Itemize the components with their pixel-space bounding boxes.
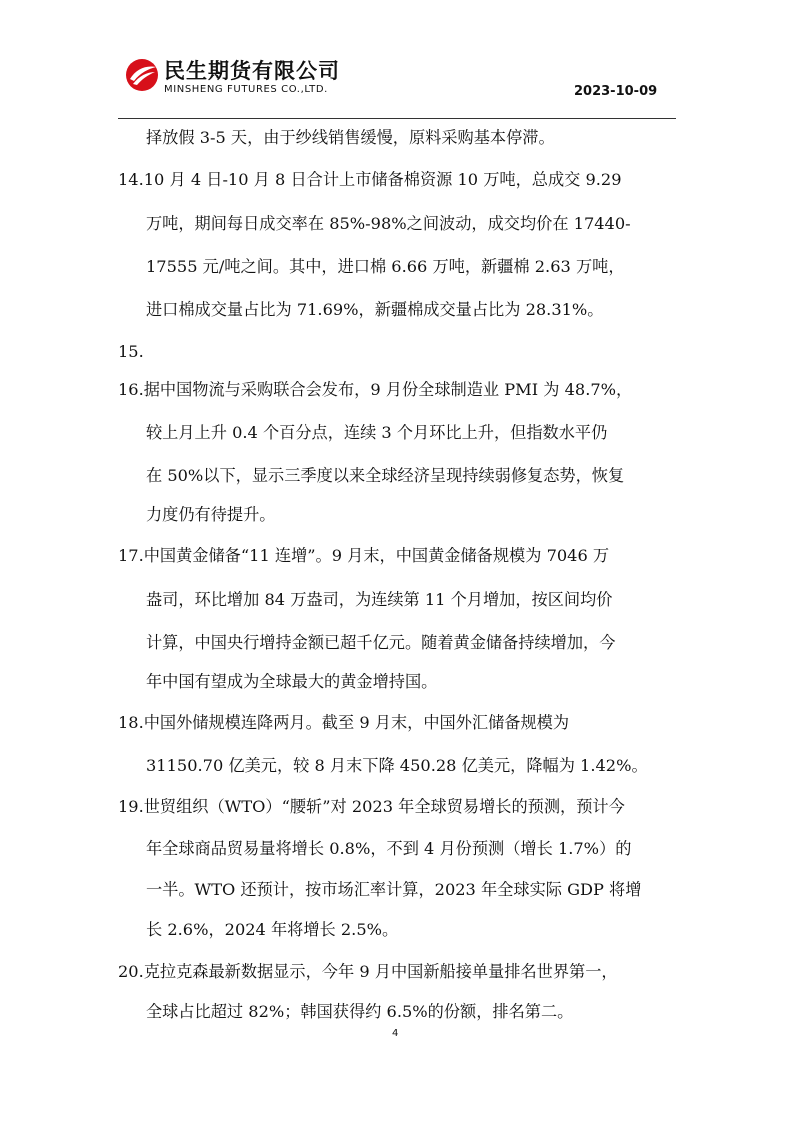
report-date: 2023-10-09	[574, 84, 658, 99]
body-line: 年全球商品贸易量将增长 0.8%，不到 4 月份预测（增长 1.7%）的	[146, 839, 632, 858]
logo-chinese-name: 民生期货有限公司	[164, 59, 340, 83]
body-line: 年中国有望成为全球最大的黄金增持国。	[146, 672, 438, 691]
body-line: 17.中国黄金储备“11 连增”。9 月末，中国黄金储备规模为 7046 万	[118, 546, 610, 565]
body-line: 计算，中国央行增持金额已超千亿元。随着黄金储备持续增加，今	[146, 633, 616, 652]
body-line: 全球占比超过 82%；韩国获得约 6.5%的份额，排名第二。	[146, 1002, 574, 1021]
body-line: 16.据中国物流与采购联合会发布，9 月份全球制造业 PMI 为 48.7%，	[118, 380, 633, 399]
body-line: 盎司，环比增加 84 万盎司，为连续第 11 个月增加，按区间均价	[146, 590, 613, 609]
logo-english-name: MINSHENG FUTURES CO.,LTD.	[164, 84, 328, 95]
body-line: 14.10 月 4 日-10 月 8 日合计上市储备棉资源 10 万吨，总成交 9.29	[118, 170, 622, 189]
body-line: 长 2.6%，2024 年将增长 2.5%。	[146, 920, 399, 939]
page-number: 4	[392, 1028, 399, 1039]
body-line: 力度仍有待提升。	[146, 505, 276, 524]
body-line: 万吨，期间每日成交率在 85%-98%之间波动，成交均价在 17440-	[146, 214, 631, 233]
body-line: 15.	[118, 342, 144, 361]
body-line: 较上月上升 0.4 个百分点，连续 3 个月环比上升，但指数水平仍	[146, 423, 608, 442]
body-line: 在 50%以下，显示三季度以来全球经济呈现持续弱修复态势，恢复	[146, 466, 625, 485]
body-line: 19.世贸组织（WTO）“腰斩”对 2023 年全球贸易增长的预测，预计今	[118, 797, 625, 816]
body-line: 进口棉成交量占比为 71.69%，新疆棉成交量占比为 28.31%。	[146, 300, 604, 319]
body-line: 择放假 3-5 天，由于纱线销售缓慢，原料采购基本停滞。	[146, 128, 555, 147]
body-line: 20.克拉克森最新数据显示，今年 9 月中国新船接单量排名世界第一，	[118, 962, 618, 981]
body-line: 17555 元/吨之间。其中，进口棉 6.66 万吨，新疆棉 2.63 万吨，	[146, 257, 625, 276]
body-line: 18.中国外储规模连降两月。截至 9 月末，中国外汇储备规模为	[118, 713, 570, 732]
header-divider	[118, 118, 676, 119]
body-line: 31150.70 亿美元，较 8 月末下降 450.28 亿美元，降幅为 1.42%。	[146, 756, 648, 775]
body-line: 一半。WTO 还预计，按市场汇率计算，2023 年全球实际 GDP 将增	[146, 880, 642, 899]
minsheng-logo-icon	[124, 57, 160, 93]
company-logo	[124, 55, 364, 99]
